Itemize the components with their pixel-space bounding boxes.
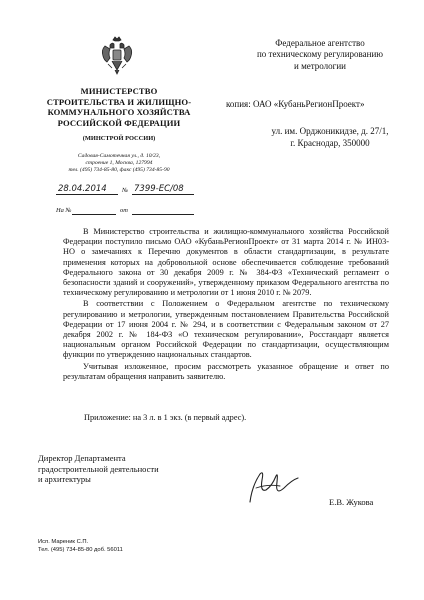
registration-line: 28.04.2014 № 7399-ЕС/08 <box>56 183 196 195</box>
number-underline <box>132 194 194 195</box>
ministry-address <box>40 153 198 174</box>
ministry-title <box>40 86 198 128</box>
reference-line <box>56 203 196 215</box>
ministry-title-line: СТРОИТЕЛЬСТВА И ЖИЛИЩНО- <box>46 96 192 107</box>
ministry-title-line: КОММУНАЛЬНОГО ХОЗЯЙСТВА <box>47 107 191 118</box>
signer-title-line: градостроительной деятельности <box>38 463 159 474</box>
ministry-title-line: РОССИЙСКОЙ ФЕДЕРАЦИИ <box>57 117 181 128</box>
letter-body <box>63 227 389 383</box>
signer-name: Е.В. Жукова <box>329 497 374 507</box>
body-paragraph: В Министерство строительства и жилищно-коммунального хозяйства Российской Федерации поступило письмо ОАО «КубаньРегионПроект» от 31 марта 2014 г. № ИН03-НО о замечаниях к Перечню документов в области стандартизации, в результате применения которых на добровольной основе обеспечивается соблюдение требований Федерального закона от 30 декабря 2009 г. № 384-ФЗ «Технический регламент о безопасности зданий и сооружений», утвержденному приказом Федерального агентства по техническому регулированию и метрологии от 1 июня 2010 г. № 2079. <box>63 227 389 298</box>
body-paragraph: В соответствии с Положением о Федеральном агентстве по техническому регулированию и метрологии, утвержденным постановлением Правительства Российской Федерации от 17 июня 2004 г. № 294, и в соответствии с Федеральным законом от 27 декабря 2002 г. № 184-ФЗ «О техническом регулировании», Росстандарт является национальным органом Российской Федерации по стандартизации, осуществляющим функции по утверждению национальных стандартов. <box>63 299 389 360</box>
copy-address-street: ул. им. Орджоникидзе, д. 27/1, <box>271 126 389 136</box>
reference-date-underline <box>132 214 194 215</box>
body-paragraph: Учитывая изложенное, просим рассмотреть указанное обращение и ответ по результатам обращения направить заявителю. <box>63 361 389 381</box>
reference-label: На № <box>56 207 72 214</box>
ministry-title-line: МИНИСТЕРСТВО <box>80 86 158 96</box>
signer-title <box>38 453 198 485</box>
recipient-line: и метрологии <box>294 60 346 71</box>
recipient-block <box>240 38 400 72</box>
copy-address-city: г. Краснодар, 350000 <box>290 138 370 148</box>
recipient-line: Федеральное агентство <box>275 38 365 48</box>
signer-title-line: и архитектуры <box>38 474 91 485</box>
executor-name: Исп. Мареник С.П. <box>38 539 89 545</box>
recipient-line: по техническому регулированию <box>256 49 384 60</box>
registration-number: 7399-ЕС/08 <box>134 184 184 194</box>
executor-info <box>38 538 218 554</box>
registration-date: 28.04.2014 <box>58 184 107 194</box>
handwritten-signature-icon <box>240 466 302 506</box>
ministry-short-name: (МИНСТРОЙ РОССИИ) <box>82 135 156 142</box>
copy-recipient: копия: ОАО «КубаньРегионПроект» <box>226 99 365 109</box>
date-underline <box>56 194 118 195</box>
reference-from: от <box>120 207 128 214</box>
ministry-address-line: тел. (495) 734-85-80, факс (495) 734-85-90 <box>68 167 170 173</box>
attachment-note: Приложение: на 3 л. в 1 экз. (в первый адрес). <box>84 413 247 422</box>
russian-coat-of-arms-icon <box>98 36 136 76</box>
ministry-address-line: Садовая-Самотечная ул., д. 10/23, <box>77 153 161 159</box>
executor-phone: Тел. (495) 734-85-80 доб. 56011 <box>38 547 123 554</box>
ministry-address-line: строение 1, Москва, 127994 <box>85 160 153 166</box>
signer-title-line: Директор Департамента <box>38 453 126 463</box>
reference-underline <box>72 214 116 215</box>
